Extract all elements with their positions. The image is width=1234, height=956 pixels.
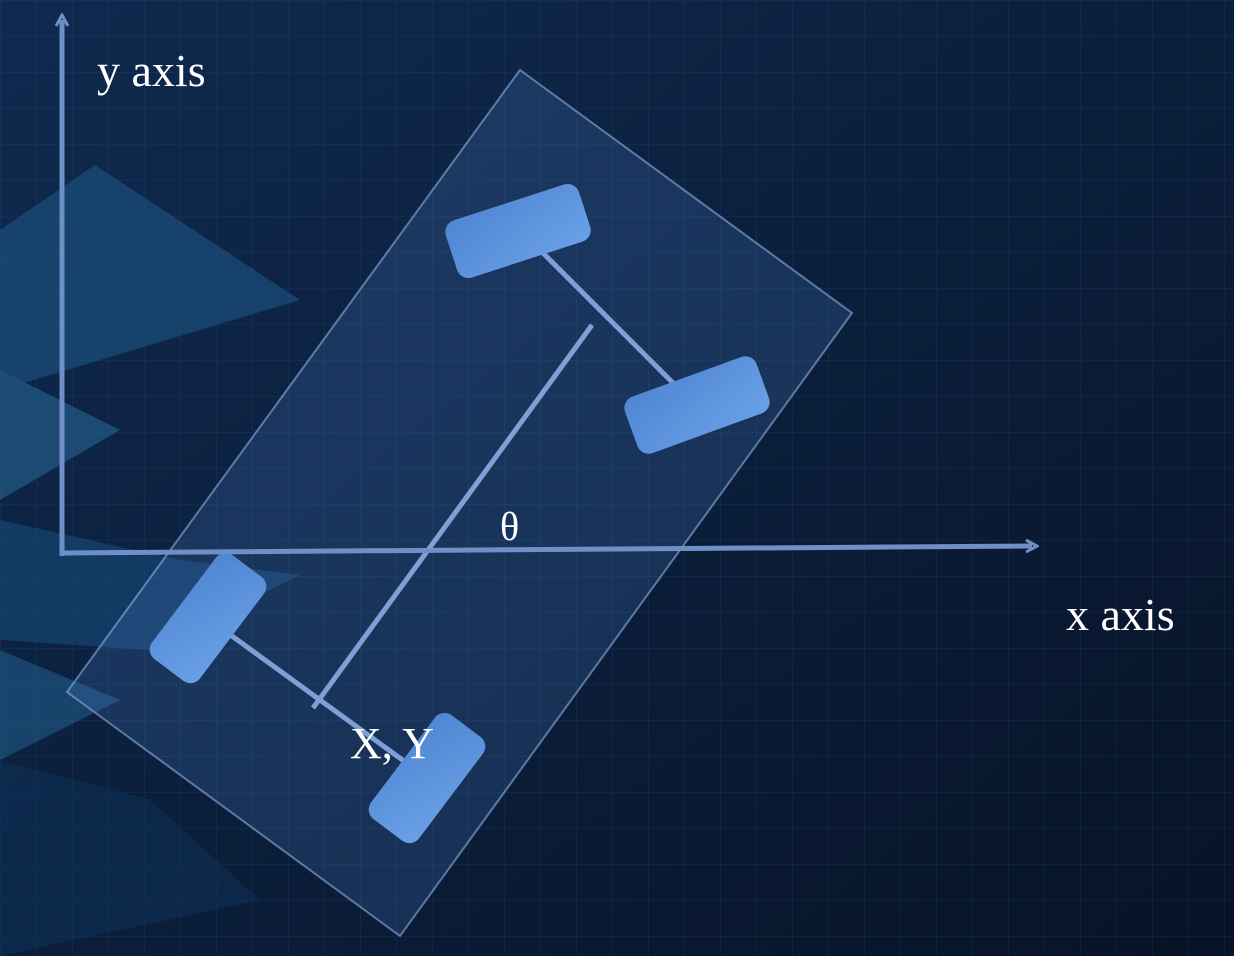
position-label: X, Y — [350, 719, 434, 768]
x-axis-label: x axis — [1066, 589, 1175, 640]
heading-angle-label: θ — [500, 504, 520, 549]
y-axis-label: y axis — [97, 45, 206, 96]
